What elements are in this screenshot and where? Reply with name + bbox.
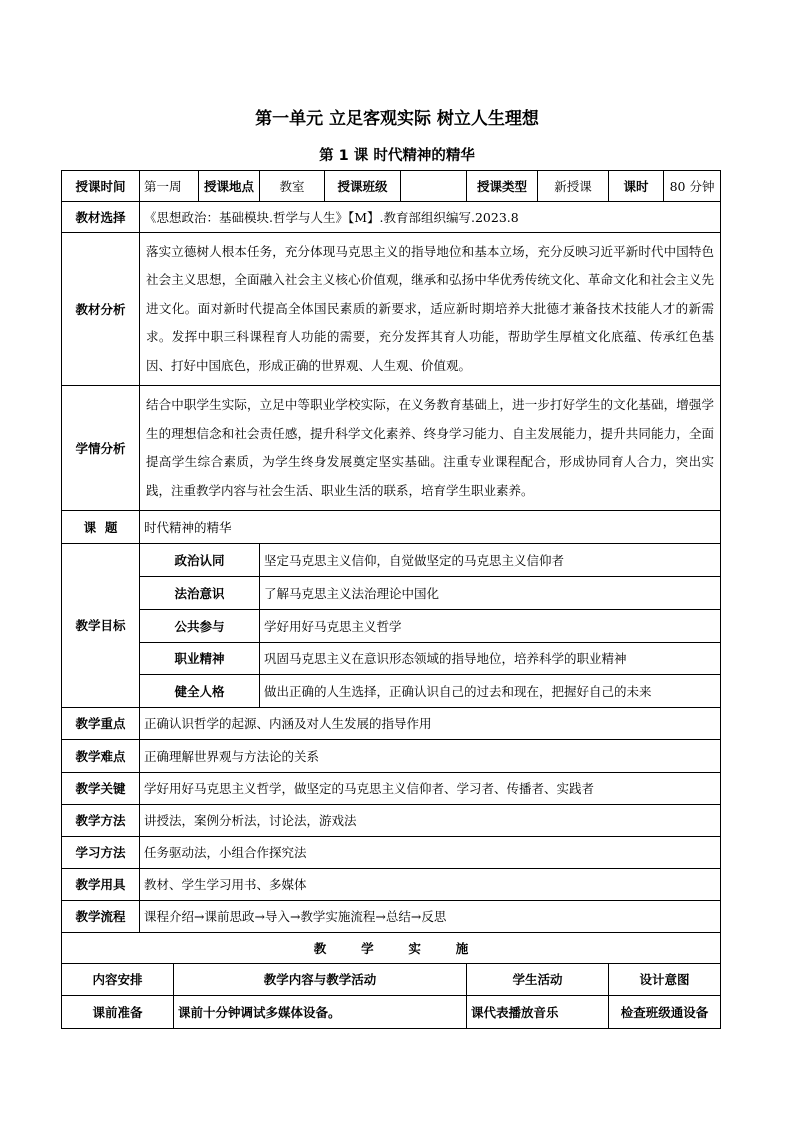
objective-name: 政治认同 [140, 544, 260, 577]
hours-value: 80 分钟 [664, 171, 721, 202]
place-value: 教室 [260, 171, 325, 202]
objective-text: 做出正确的人生选择，正确认识自己的过去和现在，把握好自己的未来 [260, 675, 721, 708]
key-row [62, 773, 721, 805]
row-value: 学好用好马克思主义哲学，做坚定的马克思主义信仰者、学习者、传播者、实践者 [140, 773, 721, 805]
row-value: 讲授法，案例分析法，讨论法，游戏法 [140, 805, 721, 837]
row-label: 教学流程 [62, 901, 140, 933]
type-value: 新授课 [538, 171, 609, 202]
topic-label: 课 题 [62, 511, 140, 544]
row-label: 教学方法 [62, 805, 140, 837]
student-activity-cell: 课代表播放音乐 [467, 996, 609, 1029]
row-value: 正确理解世界观与方法论的关系 [140, 740, 721, 773]
row-label: 教学关键 [62, 773, 140, 805]
implementation-heading-row [62, 933, 721, 964]
column-header: 设计意图 [609, 964, 721, 996]
column-header: 内容安排 [62, 964, 174, 996]
row-value: 正确认识哲学的起源、内涵及对人生发展的指导作用 [140, 708, 721, 740]
design-intent-cell: 检查班级通设备 [609, 996, 721, 1029]
row-value: 课程介绍→课前思政→导入→教学实施流程→总结→反思 [140, 901, 721, 933]
objective-name: 公共参与 [140, 610, 260, 643]
material-analysis-text: 落实立德树人根本任务，充分体现马克思主义的指导地位和基本立场，充分反映习近平新时代中国特色社会主义思想，全面融入社会主义核心价值观，继承和弘扬中华优秀传统文化、革命文化和社会主义先进文化。面对新时代提高全体国民素质的新要求，适应新时期培养大批德才兼备技术技能人才的新需求。发挥中职三科课程育人功能的需要，充分发挥其育人功能，帮助学生厚植文化底蕴、传承红色基因、打好中国底色，形成正确的世界观、人生观、价值观。 [140, 233, 721, 386]
class-value [401, 171, 467, 202]
implementation-heading: 教 学 实 施 [62, 933, 721, 964]
key-point-row [62, 708, 721, 740]
lesson-title: 第 1 课 时代精神的精华 [319, 148, 475, 164]
implementation-row [62, 996, 721, 1029]
row-label: 教学用具 [62, 869, 140, 901]
objective-name: 职业精神 [140, 643, 260, 675]
objective-row [62, 675, 721, 708]
objective-row [62, 544, 721, 577]
student-analysis-row [62, 386, 721, 511]
objective-text: 了解马克思主义法治理论中国化 [260, 577, 721, 610]
objective-row [62, 577, 721, 610]
objective-text: 巩固马克思主义在意识形态领域的指导地位，培养科学的职业精神 [260, 643, 721, 675]
objective-text: 坚定马克思主义信仰，自觉做坚定的马克思主义信仰者 [260, 544, 721, 577]
objective-row [62, 610, 721, 643]
material-label: 教材选择 [62, 202, 140, 233]
lesson-plan-table [61, 170, 721, 1029]
row-value: 教材、学生学习用书、多媒体 [140, 869, 721, 901]
objective-name: 法治意识 [140, 577, 260, 610]
time-value: 第一周 [140, 171, 199, 202]
topic-value: 时代精神的精华 [140, 511, 721, 544]
material-analysis-row [62, 233, 721, 386]
material-value: 《思想政治：基础模块.哲学与人生》【M】.教育部组织编写.2023.8 [140, 202, 721, 233]
objective-name: 健全人格 [140, 675, 260, 708]
material-row [62, 202, 721, 233]
implementation-header-row [62, 964, 721, 996]
learning-method-row [62, 837, 721, 869]
activity-cell: 课前十分钟调试多媒体设备。 [174, 996, 467, 1029]
process-row [62, 901, 721, 933]
teaching-method-row [62, 805, 721, 837]
row-label: 教学难点 [62, 740, 140, 773]
time-label: 授课时间 [62, 171, 140, 202]
tools-row [62, 869, 721, 901]
column-header: 教学内容与教学活动 [174, 964, 467, 996]
place-label: 授课地点 [199, 171, 260, 202]
row-value: 任务驱动法，小组合作探究法 [140, 837, 721, 869]
unit-title: 第一单元 立足客观实际 树立人生理想 [255, 109, 539, 129]
objectives-label: 教学目标 [62, 544, 140, 708]
class-label: 授课班级 [325, 171, 401, 202]
student-analysis-label: 学情分析 [62, 386, 140, 511]
column-header: 学生活动 [467, 964, 609, 996]
topic-row [62, 511, 721, 544]
row-label: 学习方法 [62, 837, 140, 869]
row-label: 教学重点 [62, 708, 140, 740]
content-cell: 课前准备 [62, 996, 174, 1029]
type-label: 授课类型 [467, 171, 538, 202]
material-analysis-label: 教材分析 [62, 233, 140, 386]
student-analysis-text: 结合中职学生实际，立足中等职业学校实际，在义务教育基础上，进一步打好学生的文化基础，增强学生的理想信念和社会责任感，提升科学文化素养、终身学习能力、自主发展能力，提升共同能力，全面提高学生综合素质，为学生终身发展奠定坚实基础。注重专业课程配合，形成协同育人合力，突出实践，注重教学内容与社会生活、职业生活的联系，培育学生职业素养。 [140, 386, 721, 511]
difficulty-row [62, 740, 721, 773]
info-row [62, 171, 721, 202]
hours-label: 课时 [609, 171, 664, 202]
objective-row [62, 643, 721, 675]
objective-text: 学好用好马克思主义哲学 [260, 610, 721, 643]
